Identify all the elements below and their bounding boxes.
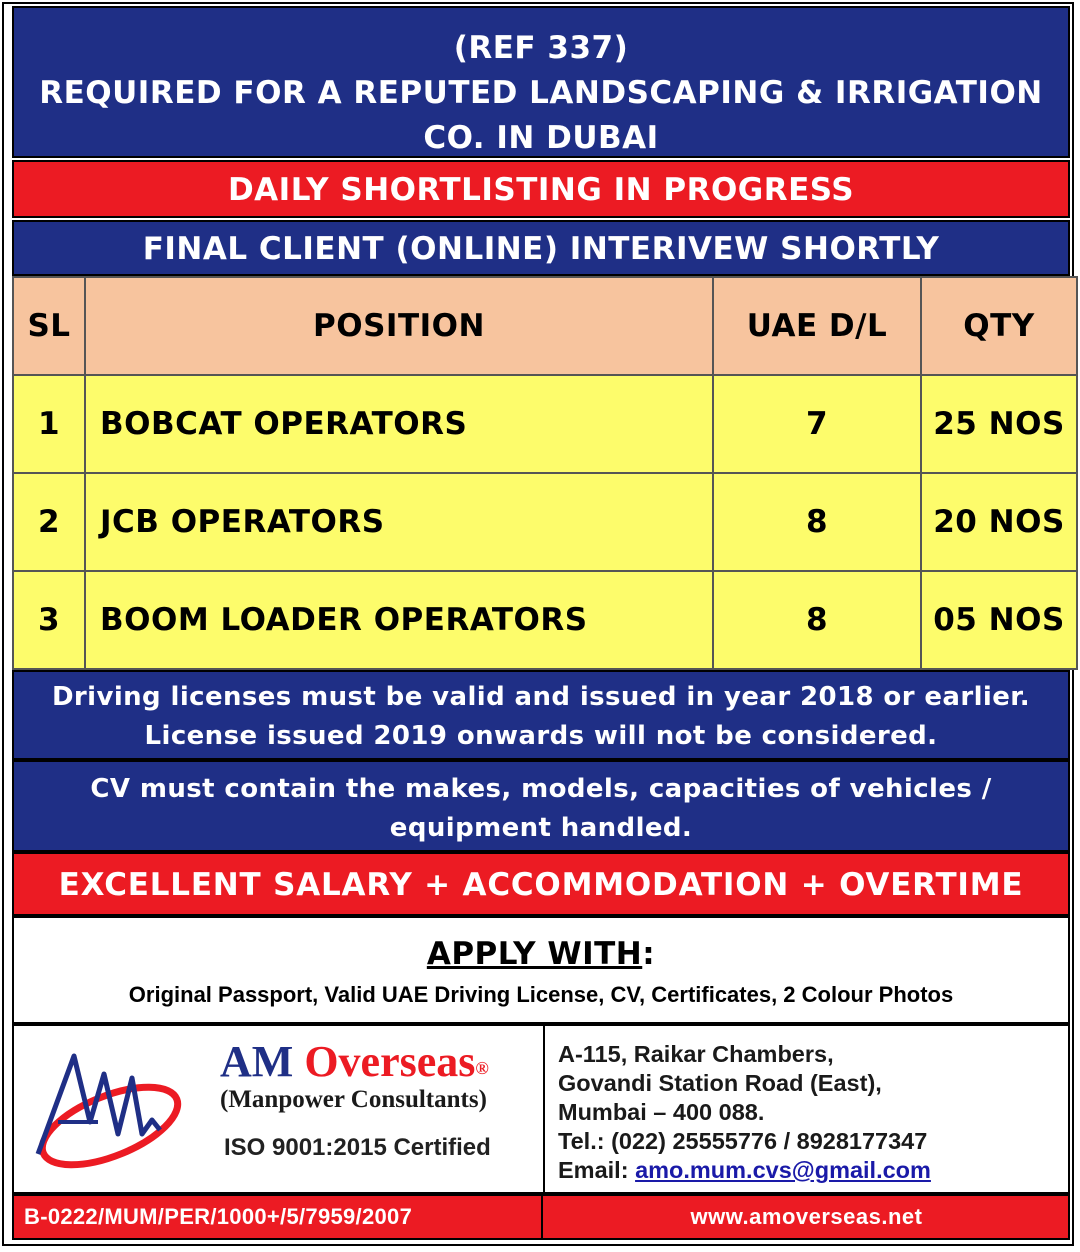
telephone: Tel.: (022) 25555776 / 8928177347 xyxy=(558,1128,928,1154)
salary-banner: EXCELLENT SALARY + ACCOMMODATION + OVERTIME xyxy=(12,852,1070,916)
positions-table xyxy=(12,276,1078,670)
column-header-sl: SL xyxy=(13,277,85,375)
column-header-qty: QTY xyxy=(921,277,1077,375)
reference-number: (REF 337) xyxy=(453,30,629,66)
license-note-line-1: Driving licenses must be valid and issued in year 2018 or earlier. xyxy=(51,682,1031,712)
company-address xyxy=(558,1040,931,1185)
section-divider xyxy=(543,1026,545,1192)
apply-title-colon: : xyxy=(642,936,656,972)
row-position: BOBCAT OPERATORS xyxy=(85,375,713,473)
table-row xyxy=(13,473,1077,571)
license-number: B-0222/MUM/PER/1000+/5/7959/2007 xyxy=(24,1204,413,1229)
apply-section xyxy=(12,916,1070,1024)
website-link[interactable]: www.amoverseas.net xyxy=(690,1204,923,1229)
row-position: JCB OPERATORS xyxy=(85,473,713,571)
column-header-position: POSITION xyxy=(85,277,713,375)
company-name-overseas: Overseas xyxy=(304,1037,476,1086)
row-sl: 2 xyxy=(13,473,85,571)
email-row xyxy=(558,1156,931,1185)
row-sl: 1 xyxy=(13,375,85,473)
email-label: Email: xyxy=(558,1157,636,1183)
table-row xyxy=(13,571,1077,669)
company-tagline: (Manpower Consultants) xyxy=(220,1086,487,1113)
registered-mark: ® xyxy=(475,1058,489,1078)
header-line-1: REQUIRED FOR A REPUTED LANDSCAPING & IRRIGATION xyxy=(39,75,1043,111)
column-header-uae-dl: UAE D/L xyxy=(713,277,921,375)
license-note xyxy=(12,670,1070,760)
header-line-2: CO. IN DUBAI xyxy=(423,120,659,156)
am-overseas-logo-icon xyxy=(28,1034,188,1184)
company-section xyxy=(12,1024,1070,1194)
company-name-am: AM xyxy=(220,1037,294,1086)
footer-divider xyxy=(541,1196,543,1238)
cv-note xyxy=(12,760,1070,852)
header-banner xyxy=(12,6,1070,158)
license-note-line-2: License issued 2019 onwards will not be considered. xyxy=(144,721,938,751)
row-uae-dl: 8 xyxy=(713,571,921,669)
row-position: BOOM LOADER OPERATORS xyxy=(85,571,713,669)
cv-note-line-2: equipment handled. xyxy=(389,813,693,843)
email-link[interactable]: amo.mum.cvs@gmail.com xyxy=(635,1157,931,1183)
company-name xyxy=(220,1038,489,1086)
row-qty: 20 NOS xyxy=(921,473,1077,571)
shortlisting-banner: DAILY SHORTLISTING IN PROGRESS xyxy=(12,160,1070,218)
address-line-3: Mumbai – 400 088. xyxy=(558,1099,765,1125)
table-row xyxy=(13,375,1077,473)
footer-bar xyxy=(12,1194,1070,1240)
apply-title-text: APPLY WITH xyxy=(426,936,643,972)
cv-note-line-1: CV must contain the makes, models, capacities of vehicles / xyxy=(90,774,992,804)
address-line-1: A-115, Raikar Chambers, xyxy=(558,1041,834,1067)
interview-banner: FINAL CLIENT (ONLINE) INTERIVEW SHORTLY xyxy=(12,220,1070,276)
apply-documents: Original Passport, Valid UAE Driving License, CV, Certificates, 2 Colour Photos xyxy=(128,982,954,1007)
table-header-row xyxy=(13,277,1077,375)
row-qty: 25 NOS xyxy=(921,375,1077,473)
row-sl: 3 xyxy=(13,571,85,669)
row-uae-dl: 7 xyxy=(713,375,921,473)
row-uae-dl: 8 xyxy=(713,473,921,571)
iso-certification: ISO 9001:2015 Certified xyxy=(224,1134,491,1161)
row-qty: 05 NOS xyxy=(921,571,1077,669)
address-line-2: Govandi Station Road (East), xyxy=(558,1070,882,1096)
apply-title xyxy=(14,936,1068,972)
